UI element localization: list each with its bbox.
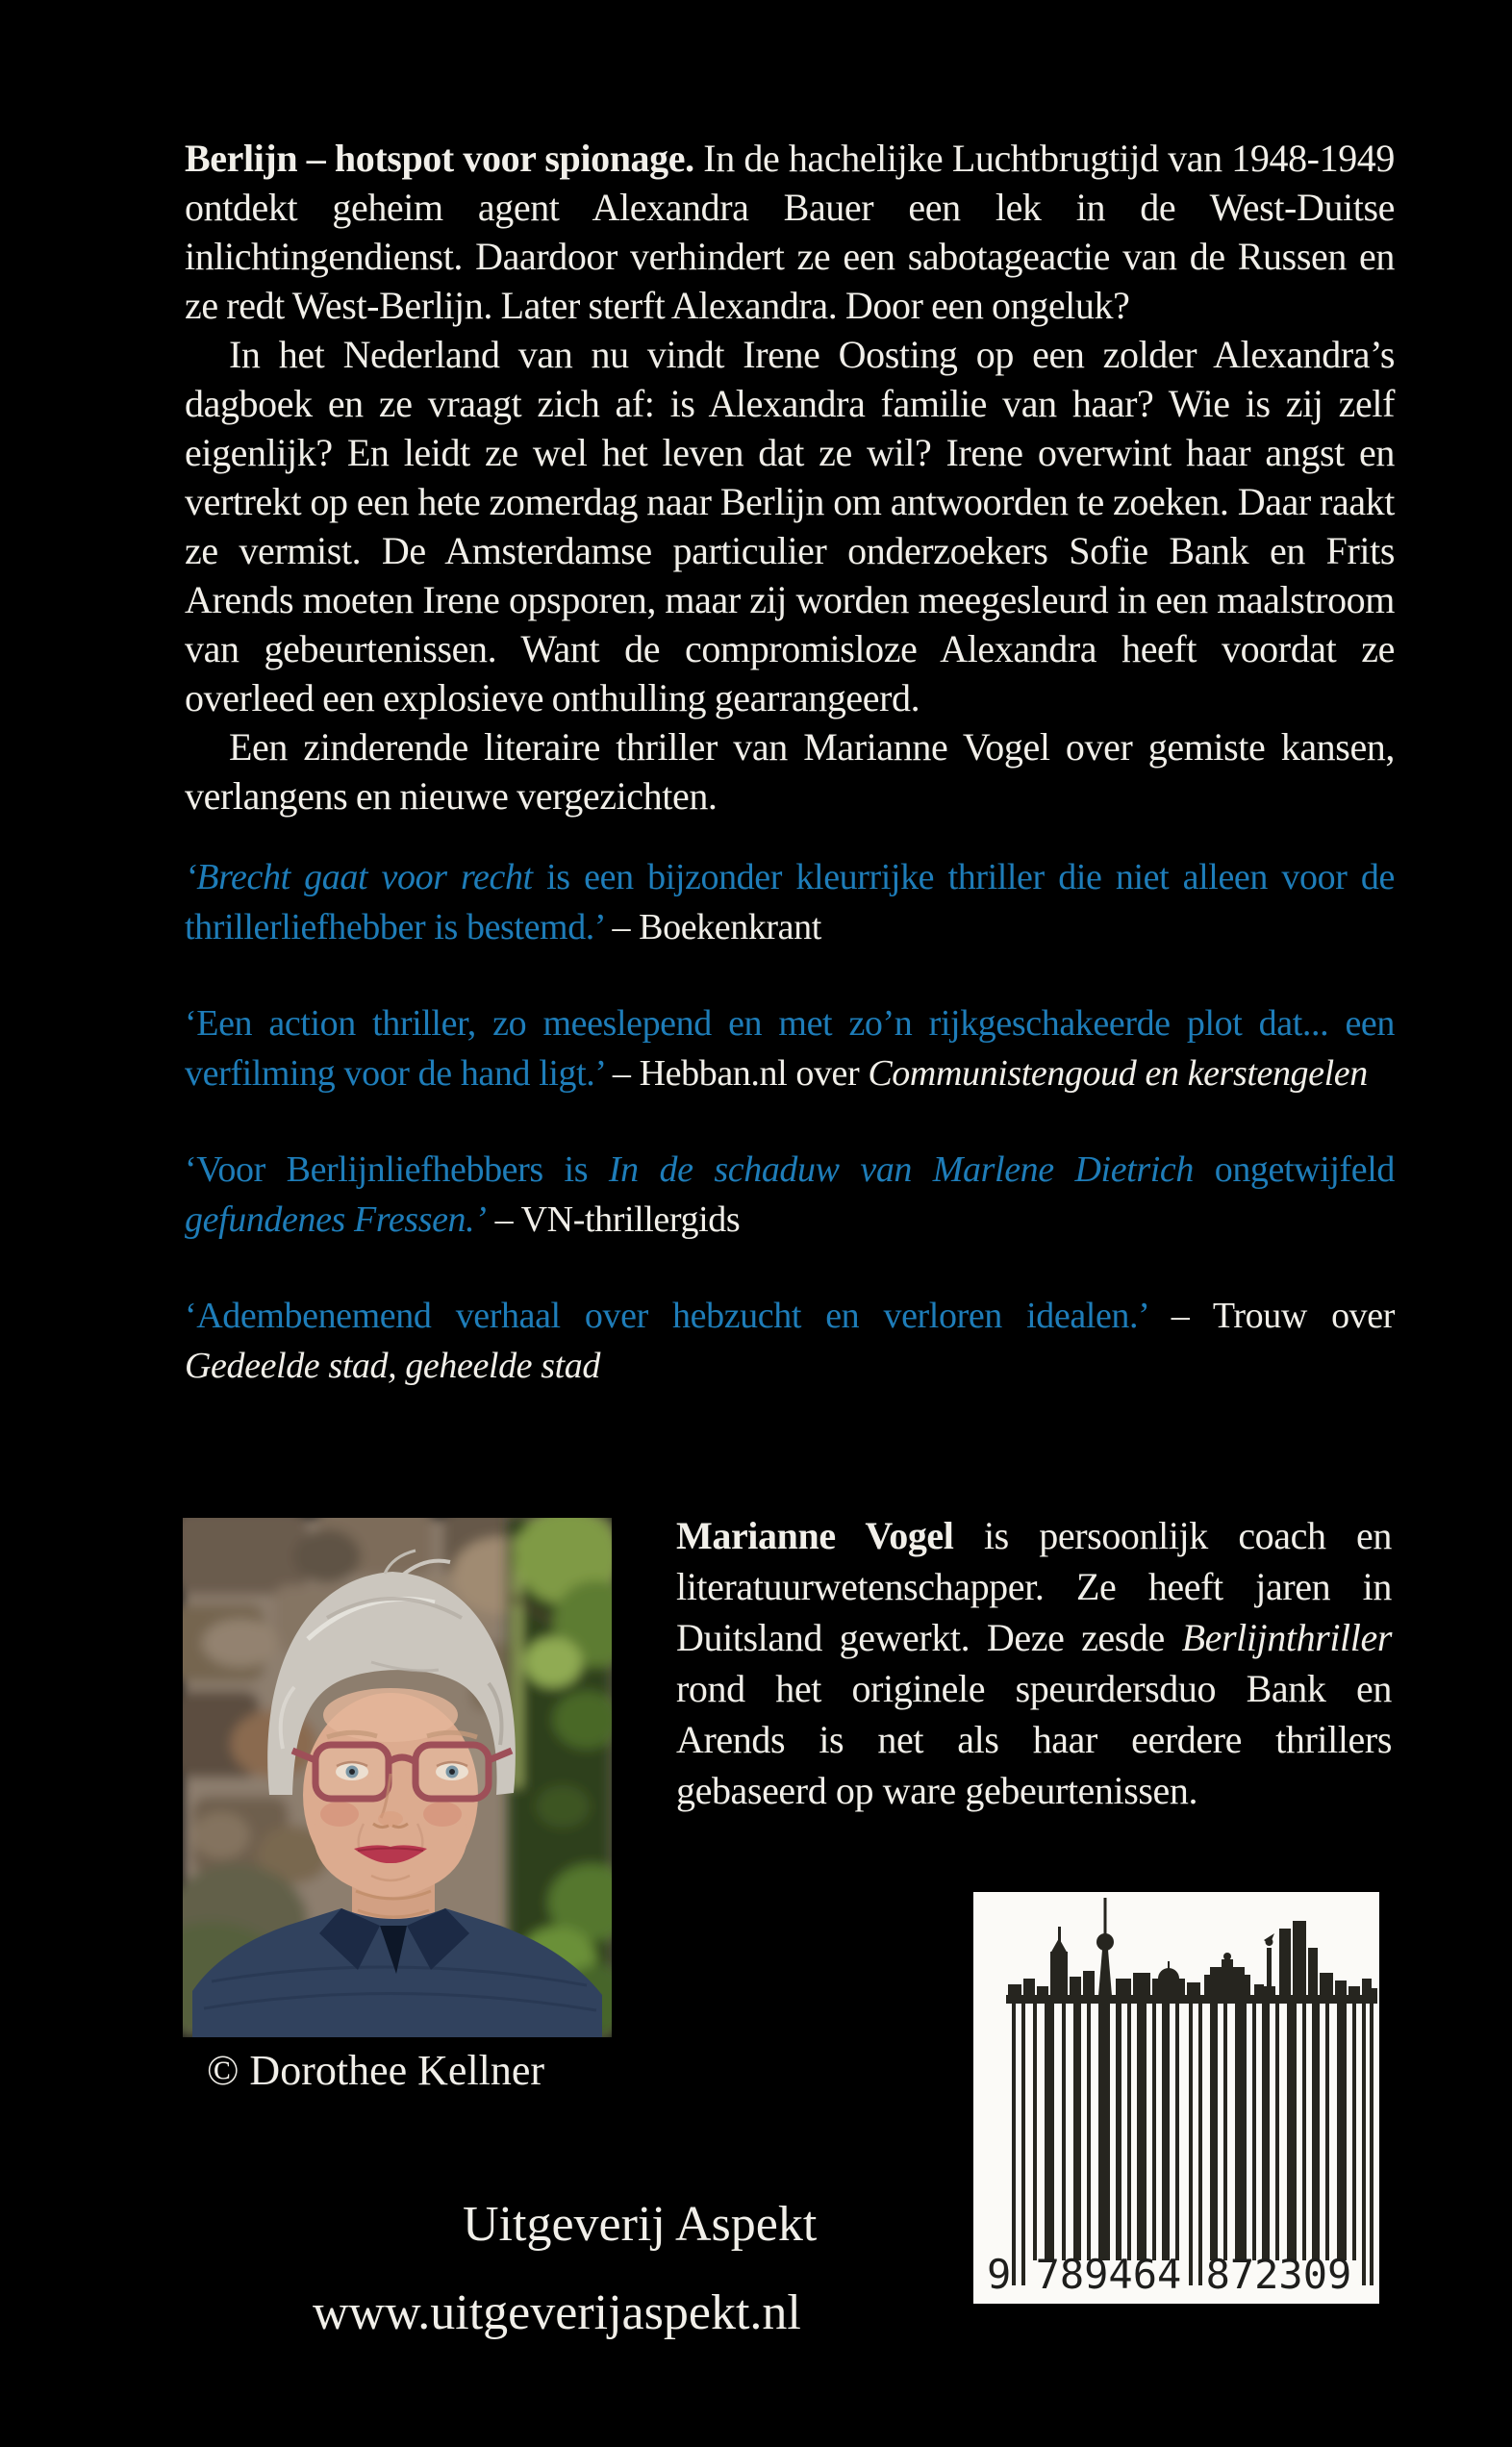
text-segment: – Trouw over xyxy=(1171,1296,1395,1336)
photo-credit: © Dorothee Kellner xyxy=(207,2047,545,2094)
text-segment: ongetwijfeld xyxy=(1193,1149,1395,1190)
text-segment: is een bijzonder kleurrijke thriller die niet alleen voor de thrillerliefhebber is bestemd.’ xyxy=(185,857,1395,947)
publisher-url: www.uitgeverijaspekt.nl xyxy=(313,2285,801,2340)
text-segment: rond het originele speurdersduo Bank en Arends is net als haar eerdere thrillers gebaseerd op ware gebeurtenissen. xyxy=(676,1667,1392,1812)
review-quote-trouw xyxy=(185,1291,1395,1391)
author-photo xyxy=(183,1518,612,2037)
synopsis xyxy=(185,134,1395,820)
text-segment: Gedeelde stad, geheelde stad xyxy=(185,1346,600,1386)
text-segment: In de schaduw van Marlene Dietrich xyxy=(608,1149,1194,1190)
text-segment: In de hachelijke Luchtbrugtijd van 1948-1949 ontdekt geheim agent Alexandra Bauer een lek in de West-Duitse inlichtingendienst. Daardoor verhindert ze een sabotageactie van de Russen en ze redt West-Berlijn. Later sterft Alexandra. Door een ongeluk? xyxy=(185,137,1395,327)
review-quotes xyxy=(185,852,1395,1437)
author-bio xyxy=(676,1510,1392,1816)
isbn-barcode xyxy=(973,1892,1379,2304)
text-segment: Berlijnthriller xyxy=(1181,1616,1392,1659)
isbn-barcode-graphic xyxy=(973,1892,1379,2304)
text-segment: – Boekenkrant xyxy=(612,907,821,947)
synopsis-paragraph-3: Een zinderende literaire thriller van Marianne Vogel over gemiste kansen, verlangens en nieuwe vergezichten. xyxy=(185,725,1395,818)
text-segment: ‘Brecht gaat voor recht xyxy=(185,857,533,897)
synopsis-paragraph-1 xyxy=(185,134,1395,330)
text-segment: gefundenes Fressen.’ xyxy=(185,1199,487,1240)
text-segment: is persoonlijk coach en literatuurwetenschapper. Ze heeft jaren in Duitsland gewerkt. Deze zesde xyxy=(676,1514,1392,1659)
author-portrait-illustration xyxy=(183,1518,612,2037)
review-quote-boekenkrant xyxy=(185,852,1395,952)
text-segment: ‘Een action thriller, zo meeslepend en met zo’n rijkgeschakeerde plot dat... een verfilming voor de hand ligt.’ xyxy=(185,1003,1395,1094)
isbn-number: 9 789464 872309 xyxy=(987,2251,1352,2298)
text-segment: Marianne Vogel xyxy=(676,1514,954,1557)
review-quote-hebban xyxy=(185,998,1395,1098)
text-segment: ‘Voor Berlijnliefhebbers is xyxy=(185,1149,609,1190)
text-segment: – Hebban.nl over xyxy=(612,1053,869,1094)
text-segment: Berlijn – hotspot voor spionage. xyxy=(185,137,694,180)
text-segment: Communistengoud en kerstengelen xyxy=(868,1053,1368,1094)
text-segment: – VN-thrillergids xyxy=(486,1199,741,1240)
publisher-name: Uitgeverij Aspekt xyxy=(463,2197,818,2252)
text-segment: ‘Adembenemend verhaal over hebzucht en verloren idealen.’ xyxy=(185,1296,1172,1336)
synopsis-paragraph-2: In het Nederland van nu vindt Irene Oosting op een zolder Alexandra’s dagboek en ze vraagt zich af: is Alexandra familie van haar? Wie is zij zelf eigenlijk? En leidt ze wel het leven dat ze wil? Irene overwint haar angst en vertrekt op een hete zomerdag naar Berlijn om antwoorden te zoeken. Daar raakt ze vermist. De Amsterdamse particulier onderzoekers Sofie Bank en Frits Arends moeten Irene opsporen, maar zij worden meegesleurd in een maalstroom van gebeurtenissen. Want de compromisloze Alexandra heeft voordat ze overleed een explosieve onthulling gearrangeerd. xyxy=(185,333,1395,719)
review-quote-vn-thrillergids xyxy=(185,1145,1395,1245)
